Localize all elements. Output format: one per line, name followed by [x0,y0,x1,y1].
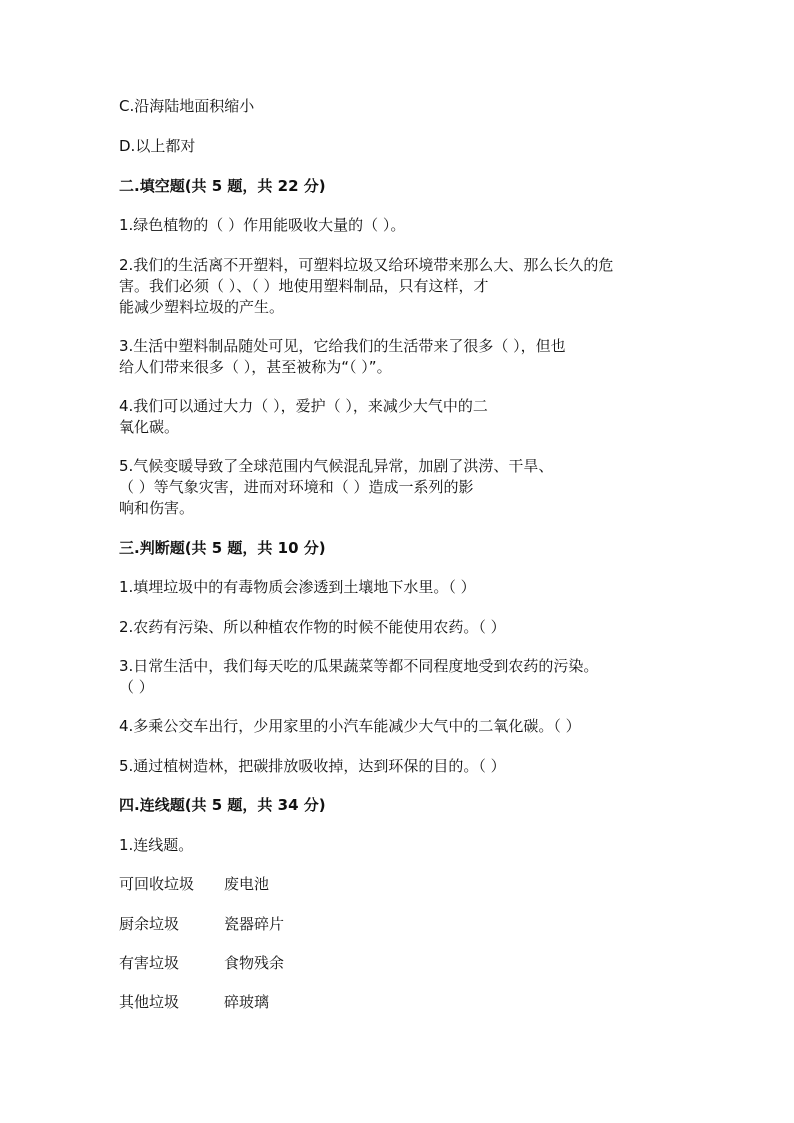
option-c: C.沿海陆地面积缩小 [119,97,255,115]
match-left-item: 可回收垃圾 [119,875,195,893]
fill-q4-line-2: 氧化碳。 [119,418,180,436]
fill-q5-line-2: （ ）等气象灾害，进而对环境和（ ）造成一系列的影 [119,478,474,496]
option-d: D.以上都对 [119,137,196,155]
fill-q5-line-3: 响和伤害。 [119,499,195,517]
fill-q3-line-2: 给人们带来很多（ ），甚至被称为“（ ）”。 [119,358,392,376]
judge-q2: 2.农药有污染、所以种植农作物的时候不能使用农药。（ ） [119,618,506,636]
fill-q3-line-1: 3.生活中塑料制品随处可见，它给我们的生活带来了很多（ ），但也 [119,337,566,355]
match-left-item: 厨余垃圾 [119,915,180,933]
fill-q2-line-3: 能减少塑料垃圾的产生。 [119,298,285,316]
fill-q5-line-1: 5.气候变暖导致了全球范围内气候混乱异常，加剧了洪涝、干旱、 [119,457,554,475]
match-right-item: 废电池 [224,875,270,893]
match-left-item: 有害垃圾 [119,954,180,972]
match-row [119,874,269,895]
judge-q3-line-2: （ ） [119,678,154,696]
fill-q2-line-1: 2.我们的生活离不开塑料，可塑料垃圾又给环境带来那么大、那么长久的危 [119,256,614,274]
match-row [119,992,269,1013]
match-right-item: 瓷器碎片 [224,915,285,933]
judge-q3-line-1: 3.日常生活中，我们每天吃的瓜果蔬菜等都不同程度地受到农药的污染。 [119,657,599,675]
match-right-item: 食物残余 [224,954,285,972]
section-3-heading: 三.判断题(共 5 题，共 10 分) [119,539,326,557]
section-4-heading: 四.连线题(共 5 题，共 34 分) [119,796,326,814]
judge-q5: 5.通过植树造林，把碳排放吸收掉，达到环保的目的。（ ） [119,757,506,775]
match-row [119,914,284,935]
fill-q2-line-2: 害。我们必须（ ）、（ ）地使用塑料制品，只有这样，才 [119,277,489,295]
judge-q4: 4.多乘公交车出行，少用家里的小汽车能减少大气中的二氧化碳。（ ） [119,717,581,735]
match-right-item: 碎玻璃 [224,993,270,1011]
match-q1: 1.连线题。 [119,836,194,854]
judge-q1: 1.填埋垃圾中的有毒物质会渗透到土壤地下水里。（ ） [119,578,476,596]
fill-q1: 1.绿色植物的（ ）作用能吸收大量的（ ）。 [119,216,406,234]
match-row [119,953,284,974]
section-2-heading: 二.填空题(共 5 题，共 22 分) [119,177,326,195]
fill-q4-line-1: 4.我们可以通过大力（ ），爱护（ ），来减少大气中的二 [119,397,488,415]
match-left-item: 其他垃圾 [119,993,180,1011]
